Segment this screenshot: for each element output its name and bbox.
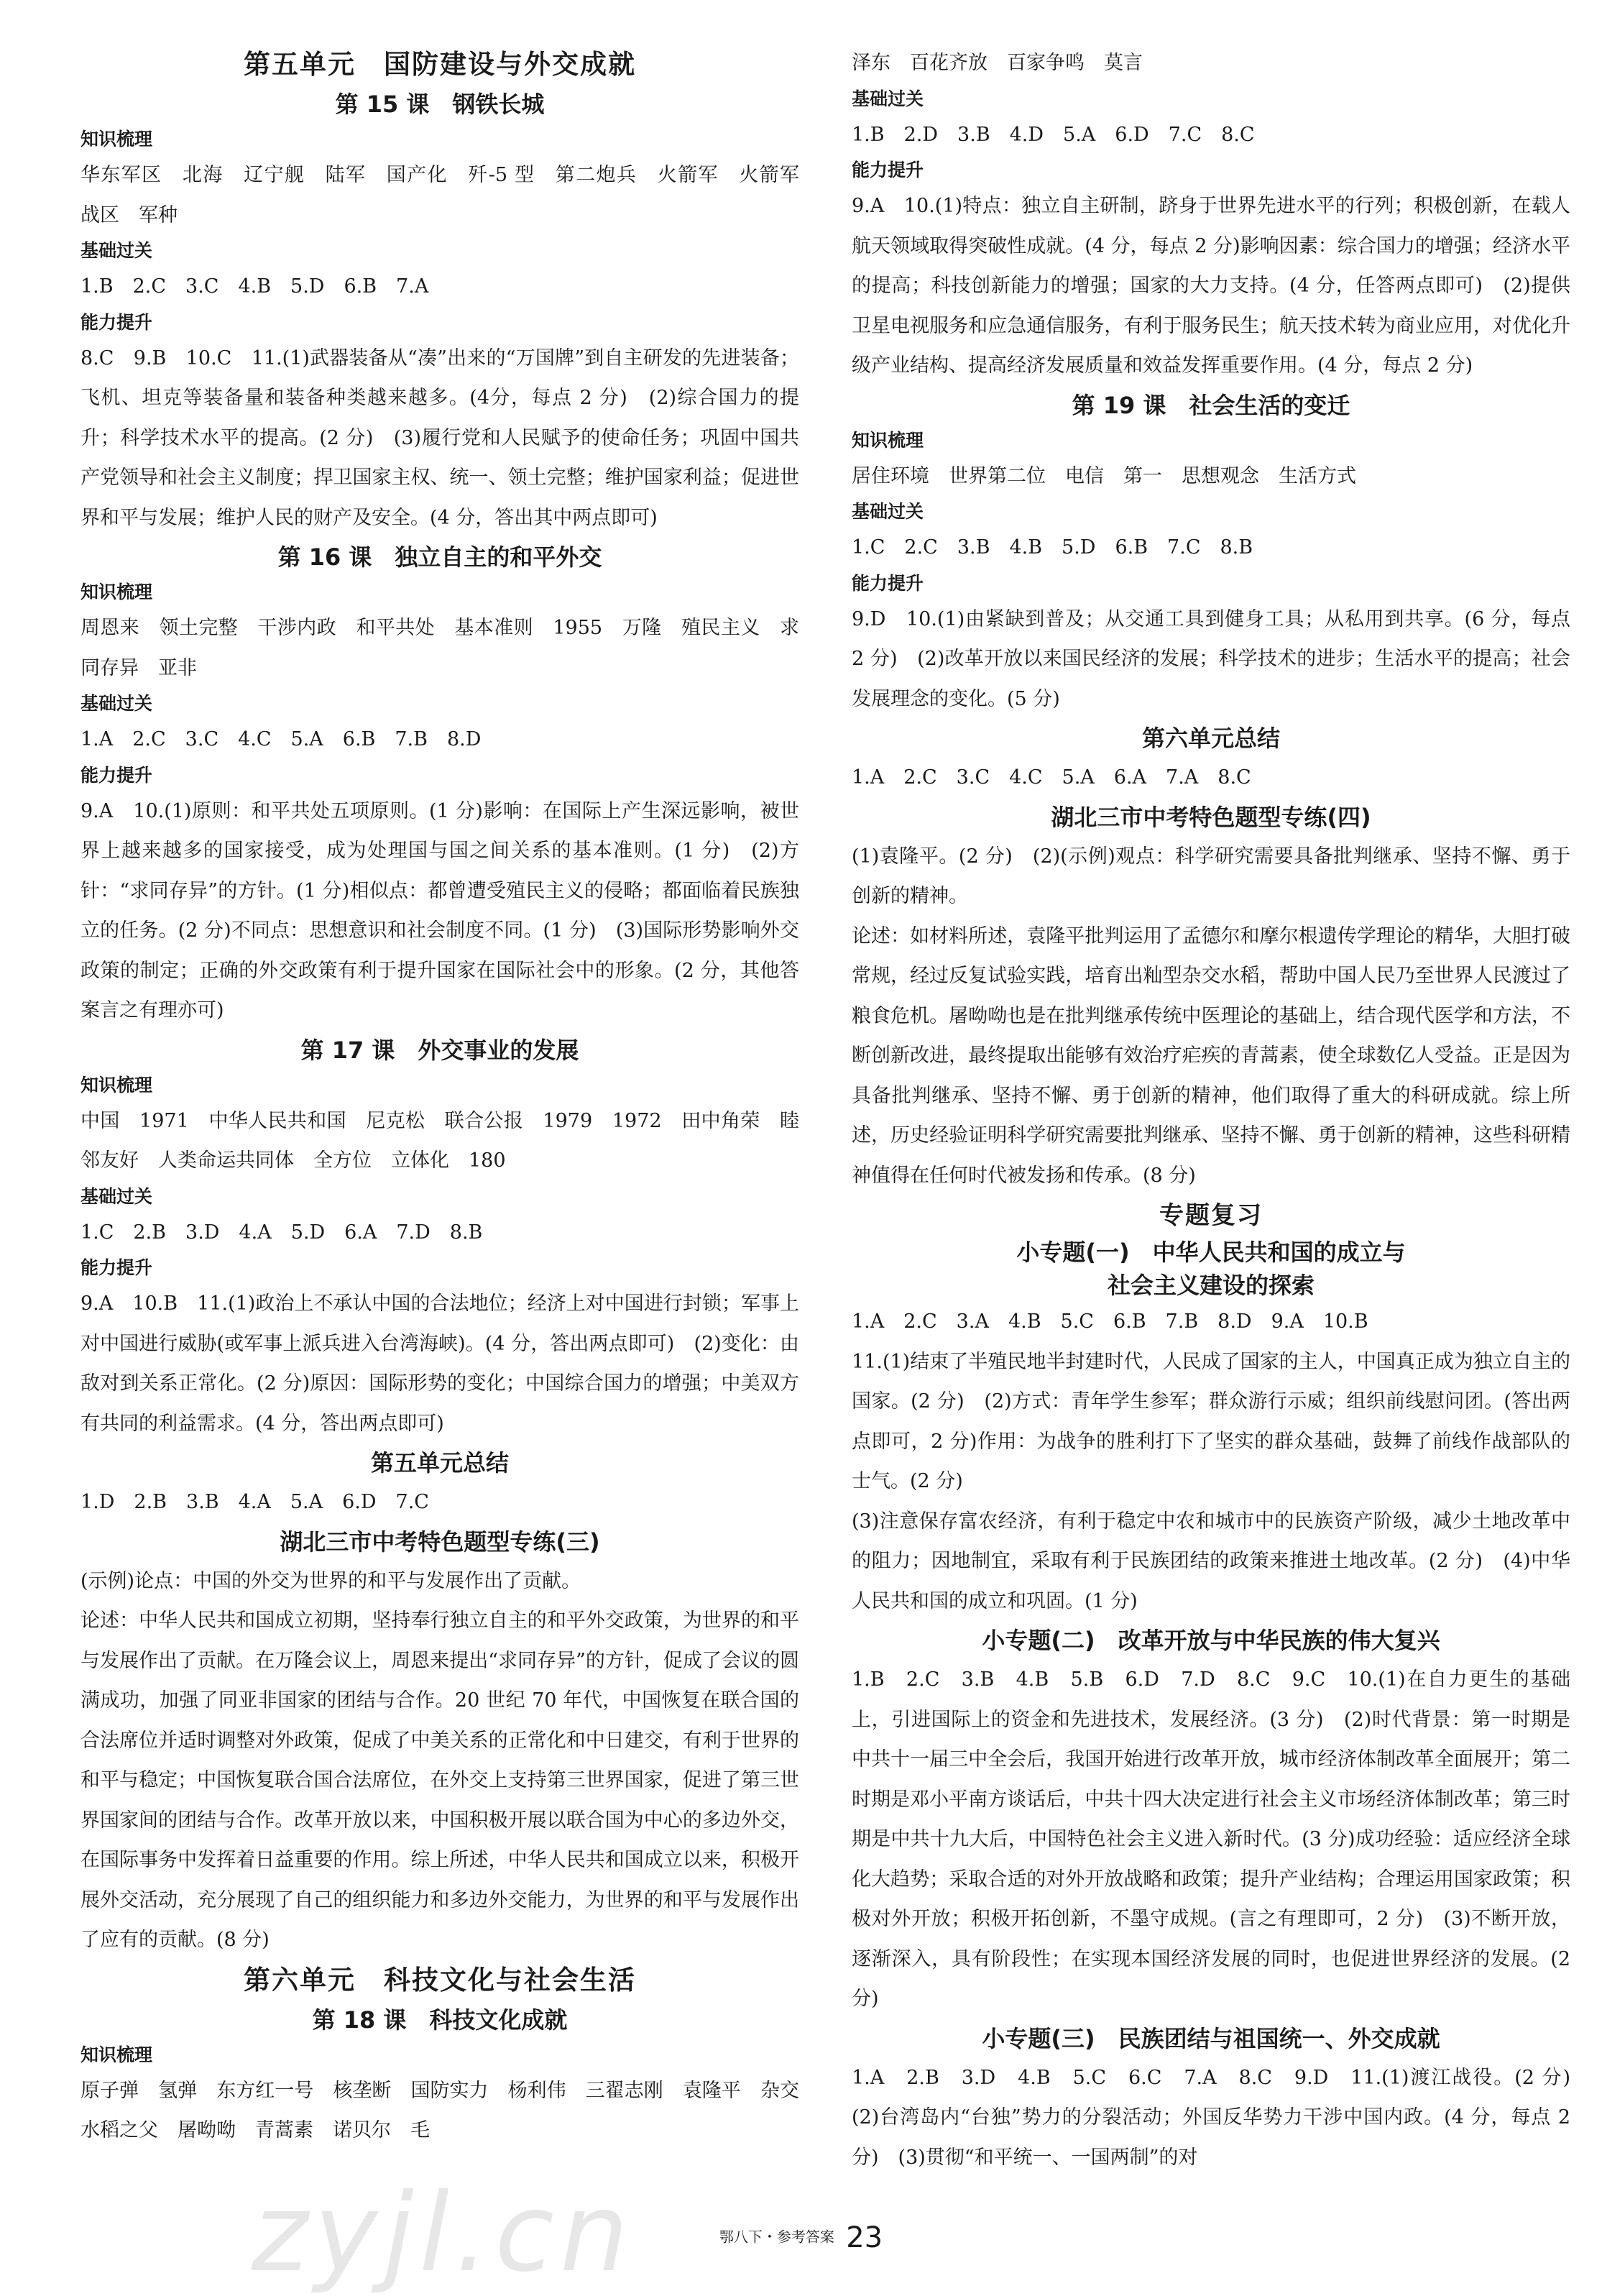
lesson-16 bbox=[80, 538, 799, 1031]
basic-answers: 1.B 2.C 3.C 4.B 5.D 6.B 7.A bbox=[80, 275, 429, 298]
section-heading: 能力提升 bbox=[80, 1257, 153, 1278]
knowledge-text: 华东军区 北海 辽宁舰 陆军 国产化 歼-5 型 第二炮兵 火箭军 火箭军 战区 军种 bbox=[80, 164, 819, 226]
section-heading: 能力提升 bbox=[80, 311, 153, 333]
section-heading: 能力提升 bbox=[852, 572, 924, 594]
section-heading: 知识梳理 bbox=[852, 429, 924, 451]
basic-answers: 1.C 2.C 3.B 4.B 5.D 6.B 7.C 8.B bbox=[852, 536, 1253, 559]
advanced-answers: 9.A 10.(1)原则：和平共处五项原则。(1 分)影响：在国际上产生深远影响，被世界上越来越多的国家接受，成为处理国与国之间关系的基本准则。(1 分) (2)方针：“求同存异”的方针。(1 分)相似点：都曾遭受殖民主义的侵略；都面临着民族独立的任务。(2 分)不同点：思想意识和社会制度不同。(1 分) (3)国际形势影响外交政策的制定；正确的外交政策有利于提升国家在国际社会中的形象。(2 分，其他答案言之有理亦可) bbox=[80, 799, 799, 1021]
lesson-18 bbox=[80, 2001, 799, 2151]
knowledge-text: 中国 1971 中华人民共和国 尼克松 联合公报 1979 1972 田中角荣 睦邻友好 人类命运共同体 全方位 立体化 180 bbox=[80, 1109, 799, 1172]
topic-review-title: 专题复习 bbox=[1159, 1201, 1263, 1230]
knowledge-text: 居住环境 世界第二位 电信 第一 思想观念 生活方式 bbox=[852, 464, 1356, 487]
hubei-practice-3-title: 湖北三市中考特色题型专练(三) bbox=[280, 1528, 600, 1556]
lesson-15-title: 第 15 课 钢铁长城 bbox=[335, 91, 545, 118]
section-heading: 基础过关 bbox=[852, 88, 924, 109]
section-heading: 知识梳理 bbox=[80, 582, 153, 602]
section-heading: 基础过关 bbox=[852, 501, 924, 522]
watermark: zyjl.cn bbox=[252, 2171, 635, 2296]
lesson-19 bbox=[852, 386, 1577, 720]
lesson-16-title: 第 16 课 独立自主的和平外交 bbox=[277, 543, 602, 571]
section-heading: 知识梳理 bbox=[80, 129, 153, 150]
unit5-title: 第五单元 国防建设与外交成就 bbox=[244, 49, 636, 80]
unit5-summary bbox=[80, 1443, 799, 1523]
unit6-summary bbox=[852, 719, 1570, 798]
lesson-17 bbox=[80, 1031, 799, 1444]
knowledge-text: 周恩来 领土完整 干涉内政 和平共处 基本准则 1955 万隆 殖民主义 求同存异 亚非 bbox=[80, 617, 799, 679]
advanced-answers: 8.C 9.B 10.C 11.(1)武器装备从“凑”出来的“万国牌”到自主研发的先进装备；飞机、坦克等装备量和装备种类越来越多。(4分，每点 2 分) (2)综合国力的提升；科学技术水平的提高。(2 分) (3)履行党和人民赋予的使命任务；巩固中国共产党领导和社会主义制度；捍卫国家主权、统一、领土完整；维护国家利益；促进世界和平与发展；维护人民的财产及安全。(4 分，答出其中两点即可) bbox=[80, 346, 799, 529]
section-heading: 基础过关 bbox=[80, 1185, 153, 1207]
section-heading: 知识梳理 bbox=[80, 1074, 153, 1096]
subtopic-1-title-line1: 小专题(一) 中华人民共和国的成立与 bbox=[1016, 1239, 1406, 1266]
left-column bbox=[80, 45, 819, 2151]
summary-answers: 1.D 2.B 3.B 4.A 5.A 6.D 7.C bbox=[80, 1491, 429, 1513]
page-footer bbox=[0, 2221, 1602, 2254]
essay-answer: (1)袁隆平。(2 分) (2)(示例)观点：科学研究需要具备批判继承、坚持不懈、勇于创新的精神。 论述：如材料所述，袁隆平批判运用了孟德尔和摩尔根遗传学理论的精华，大胆打破常规，经过反复试验实践，培育出籼型杂交水稻，帮助中国人民乃至世界人民渡过了粮食危机。屠呦呦也是在批判继承传统中医理论的基础上，结合现代医学和方法，不断创新改进，最终提取出能够有效治疗疟疾的青蒿素，使全球数亿人受益。正是因为具备批判继承、坚持不懈、勇于创新的精神，他们取得了重大的科研成就。综上所述，历史经验证明科学研究需要批判继承、坚持不懈、勇于创新的精神，这些科研精神值得在任何时代被发扬和传承。(8 分) bbox=[852, 845, 1570, 1187]
knowledge-text: 原子弹 氢弹 东方红一号 核垄断 国防实力 杨利伟 三翟志刚 袁隆平 杂交水稻之父 屠呦呦 青蒿素 诺贝尔 毛 bbox=[80, 2079, 799, 2141]
section-heading: 基础过关 bbox=[80, 240, 153, 261]
essay-answer: (示例)论点：中国的外交为世界的和平与发展作出了贡献。 论述：中华人民共和国成立初期，坚持奉行独立自主的和平外交政策，为世界的和平与发展作出了贡献。在万隆会议上，周恩来提出“求同存异”的方针，促成了会议的圆满成功，加强了同亚非国家的团结与合作。20 世纪 70 年代，中国恢复在联合国的合法席位并适时调整对外政策，促成了中美关系的正常化和中日建交，有利于世界的和平与稳定；中国恢复联合国合法席位，在外交上支持第三世界国家，促进了第三世界国家间的团结与合作。改革开放以来，中国积极开展以联合国为中心的多边外交，在国际事务中发挥着日益重要的作用。综上所述，中华人民共和国成立以来，积极开展外交活动，充分展现了自己的组织能力和多边外交能力，为世界的和平与发展作出了应有的贡献。(8 分) bbox=[80, 1569, 799, 1951]
hubei-practice-4 bbox=[852, 798, 1570, 1196]
section-heading: 能力提升 bbox=[852, 160, 924, 180]
subtopic-2-answers: 1.B 2.C 3.B 4.B 5.B 6.D 7.D 8.C 9.C 10.(1)在自力更生的基础上，引进国际上的资金和先进技术，发展经济。(3 分) (2)时代背景：第一时期是中共十一届三中全会后，我国开始进行改革开放，城市经济体制改革全面展开；第二时期是邓小平南方谈话后，中共十四大决定进行社会主义市场经济体制改革；第三时期是中共十九大后，中国特色社会主义进入新时代。(3 分)成功经验：适应经济全球化大趋势；采取合适的对外开放战略和政策；提升产业结构；合理运用国家政策；积极对外开放；积极开拓创新，不墨守成规。(言之有理即可，2 分) (3)不断开放，逐渐深入，具有阶段性；在实现本国经济发展的同时，也促进世界经济的发展。(2 分) bbox=[852, 1668, 1577, 2010]
subtopic-1-answers: 1.A 2.C 3.A 4.B 5.C 6.B 7.B 8.D 9.A 10.B 11.(1)结束了半殖民地半封建时代，人民成了国家的主人，中国真正成为独立自主的国家。(2 分) (2)方式：青年学生参军；群众游行示威；组织前线慰问团。(答出两点即可，2 分)作用：为战争的胜利打下了坚实的群众基础，鼓舞了前线作战部队的士气。(2 分) (3)注意保存富农经济，有利于稳定中农和城市中的民族资产阶级，减少土地改革中的阻力；因地制宜，采取有利于民族团结的政策来推进土地改革。(2 分) (4)中华人民共和国的成立和巩固。(1 分) bbox=[852, 1310, 1570, 1612]
hubei-practice-4-title: 湖北三市中考特色题型专练(四) bbox=[1051, 803, 1371, 831]
section-heading: 知识梳理 bbox=[80, 2044, 153, 2065]
hubei-practice-3 bbox=[80, 1523, 799, 1960]
section-heading: 基础过关 bbox=[80, 693, 153, 714]
unit6-title: 第六单元 科技文化与社会生活 bbox=[244, 1964, 636, 1996]
page-number: 23 bbox=[846, 2221, 883, 2254]
lesson-17-title: 第 17 课 外交事业的发展 bbox=[300, 1036, 579, 1064]
lesson-18-title: 第 18 课 科技文化成就 bbox=[312, 2006, 568, 2034]
advanced-answers: 9.D 10.(1)由紧缺到普及；从交通工具到健身工具；从私用到共享。(6 分，每点 2 分) (2)改革开放以来国民经济的发展；科学技术的进步；生活水平的提高；社会发展理念的变化。(5 分) bbox=[852, 607, 1577, 710]
footer-label: 鄂八下・参考答案 bbox=[719, 2228, 834, 2246]
unit6-summary-title: 第六单元总结 bbox=[1141, 725, 1280, 752]
section-heading: 能力提升 bbox=[80, 764, 153, 786]
subtopic-2-title: 小专题(二) 改革开放与中华民族的伟大复兴 bbox=[982, 1627, 1440, 1654]
lesson-19-title: 第 19 课 社会生活的变迁 bbox=[1072, 391, 1350, 419]
advanced-answers: 9.A 10.B 11.(1)政治上不承认中国的合法地位；经济上对中国进行封锁；军事上对中国进行威胁(或军事上派兵进入台湾海峡)。(4 分，答出两点即可) (2)变化：由敌对到关系正常化。(2 分)原因：国际形势的变化；中国综合国力的增强；中美双方有共同的利益需求。(4 分，答出两点即可) bbox=[80, 1292, 799, 1435]
summary-answers: 1.A 2.C 3.C 4.C 5.A 6.A 7.A 8.C bbox=[852, 766, 1251, 789]
basic-answers: 1.C 2.B 3.D 4.A 5.D 6.A 7.D 8.B bbox=[80, 1221, 483, 1244]
subtopic-3-title: 小专题(三) 民族团结与祖国统一、外交成就 bbox=[982, 2024, 1440, 2052]
subtopic-1-title-line2: 社会主义建设的探索 bbox=[1107, 1272, 1315, 1299]
knowledge-text-cont: 泽东 百花齐放 百家争鸣 莫言 bbox=[852, 52, 1143, 74]
topic-review bbox=[852, 1195, 1590, 2177]
basic-answers: 1.A 2.C 3.C 4.C 5.A 6.B 7.B 8.D bbox=[80, 728, 482, 750]
right-column bbox=[852, 43, 1590, 2177]
unit5-summary-title: 第五单元总结 bbox=[370, 1449, 509, 1477]
subtopic-3-answers: 1.A 2.B 3.D 4.B 5.C 6.C 7.A 8.C 9.D 11.(1)渡江战役。(2 分) (2)台湾岛内“台独”势力的分裂活动；外国反华势力干涉中国内政。(4 分，每点 2 分) (3)贯彻“和平统一、一国两制”的对 bbox=[852, 2066, 1590, 2169]
lesson-18-continued bbox=[852, 43, 1570, 386]
advanced-answers: 9.A 10.(1)特点：独立自主研制，跻身于世界先进水平的行列；积极创新，在载人航天领域取得突破性成就。(4 分，每点 2 分)影响因素：综合国力的增强；经济水平的提高；科技创新能力的增强；国家的大力支持。(4 分，任答两点即可) (2)提供卫星电视服务和应急通信服务，有利于服务民生；航天技术转为商业应用，对优化升级产业结构、提高经济发展质量和效益发挥重要作用。(4 分，每点 2 分) bbox=[852, 195, 1570, 377]
lesson-15 bbox=[80, 85, 819, 538]
basic-answers: 1.B 2.D 3.B 4.D 5.A 6.D 7.C 8.C bbox=[852, 123, 1255, 146]
